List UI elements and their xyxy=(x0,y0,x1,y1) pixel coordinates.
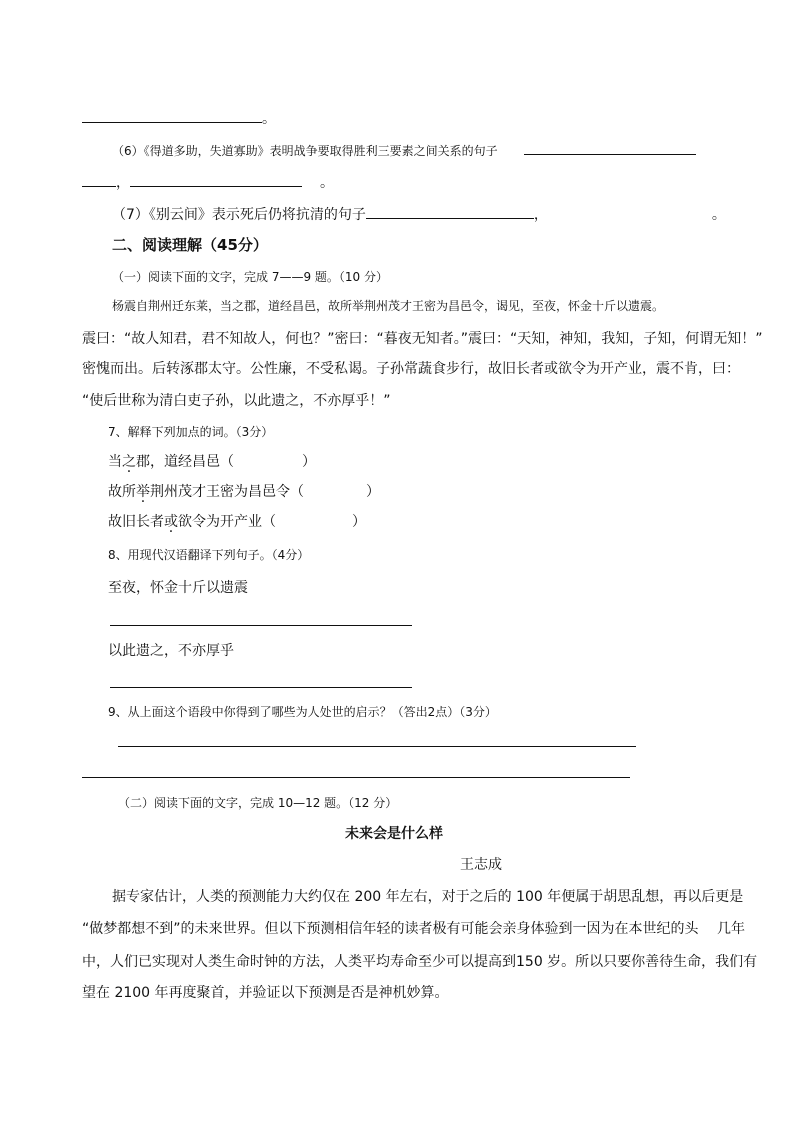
section-2-title: 二、阅读理解（45分） xyxy=(112,236,268,254)
blank xyxy=(82,172,116,187)
blank xyxy=(82,108,262,123)
passage-line: 杨震自荆州迁东莱，当之郡，道经昌邑，故所举荆州茂才王密为昌邑令，谒见，至夜，怀金十斤以遗震。 xyxy=(112,299,665,313)
question-9-stem: 9、从上面这个语段中你得到了哪些为人处世的启示？（答出2点）（3分） xyxy=(108,705,497,719)
answer-line xyxy=(110,687,412,688)
article-line: 中，人们已实现对人类生命时钟的方法，人类平均寿命至少可以提高到150 岁。所以只要你善待生命，我们有 xyxy=(82,954,758,970)
blank xyxy=(366,204,534,219)
article-line: 望在 2100 年再度聚首，并验证以下预测是否是神机妙算。 xyxy=(82,985,449,1001)
answer-line xyxy=(82,777,630,778)
article-author: 王志成 xyxy=(460,857,502,873)
question-7-item: 故所举荆州茂才王密为昌邑令（ ） xyxy=(108,484,380,500)
answer-line xyxy=(110,625,412,626)
answer-line-top: 。 xyxy=(82,108,276,129)
article-title: 未来会是什么样 xyxy=(345,826,443,842)
question-6: （6）《得道多助，失道寡助》表明战争要取得胜利三要素之间关系的句子 xyxy=(112,140,696,161)
question-7-poem: （7）《别云间》表示死后仍将抗清的句子 ， 。 xyxy=(112,204,726,225)
question-7-item: 故旧长者或欲令为开产业（ ） xyxy=(108,514,366,530)
question-8-sentence-2: 以此遗之，不亦厚乎 xyxy=(108,643,234,659)
dotted-char: 举 xyxy=(136,484,150,500)
question-8-stem: 8、用现代汉语翻译下列句子。（4分） xyxy=(108,548,310,562)
answer-line xyxy=(118,746,636,747)
passage-line: “使后世称为清白吏子孙，以此遗之，不亦厚乎！” xyxy=(82,393,391,409)
blank xyxy=(130,172,302,187)
passage-line: 震曰：“故人知君，君不知故人，何也？”密曰：“暮夜无知者。”震曰：“天知，神知，我知，子知，何谓无知！” xyxy=(82,331,763,347)
question-7-item: 当之郡，道经昌邑（ ） xyxy=(108,454,316,470)
blank xyxy=(524,140,696,155)
question-8-sentence-1: 至夜，怀金十斤以遗震 xyxy=(108,580,248,596)
question-6-cont: ， 。 xyxy=(82,172,334,193)
question-7-stem: 7、解释下列加点的词。（3分） xyxy=(108,425,274,439)
dotted-char: 之 xyxy=(122,454,136,470)
part-1-intro: （一）阅读下面的文字，完成 7——9 题。（10 分） xyxy=(112,270,388,284)
article-line: 据专家估计，人类的预测能力大约仅在 200 年左右，对于之后的 100 年便属于胡思乱想，再以后更是 xyxy=(112,889,744,905)
part-2-intro: （二）阅读下面的文字，完成 10—12 题。（12 分） xyxy=(118,796,398,810)
dotted-char: 或 xyxy=(164,514,178,530)
article-line: “做梦都想不到”的未来世界。但以下预测相信年轻的读者极有可能会亲身体验到一因为在本世纪的头 几年 xyxy=(82,921,745,937)
passage-line: 密愧而出。后转涿郡太守。公性廉，不受私谒。子孙常蔬食步行，故旧长者或欲令为开产业，震不肯，曰： xyxy=(82,361,740,377)
